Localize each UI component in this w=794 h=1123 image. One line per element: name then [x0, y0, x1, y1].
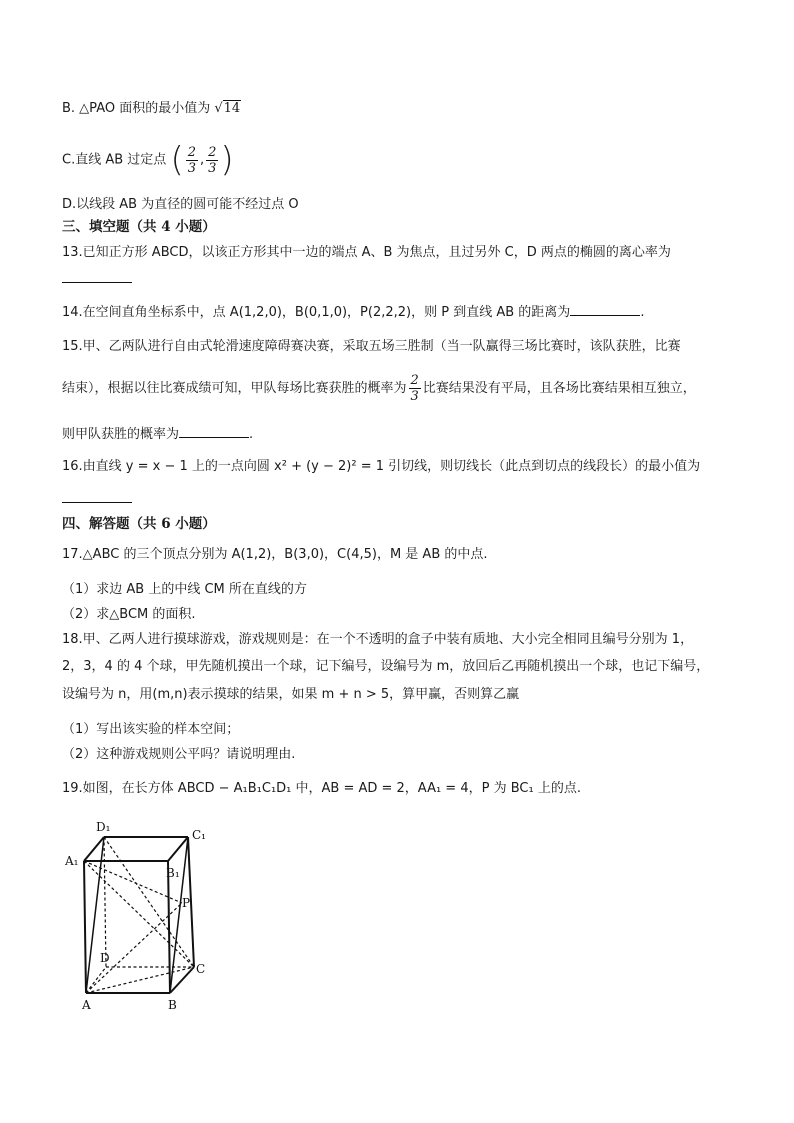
- frac-denominator: 3: [187, 160, 196, 176]
- edge-d1-d: [104, 837, 106, 967]
- question-14-text: 14.在空间直角坐标系中，点 A(1,2,0)，B(0,1,0)，P(2,2,2)，则 P 到直线 AB 的距离为: [62, 305, 571, 320]
- answer-blank-15: [179, 425, 249, 438]
- question-15-line-2: [62, 372, 696, 406]
- left-paren: (: [170, 140, 184, 180]
- question-18-part-2: （2）这种游戏规则公平吗？请说明理由.: [62, 747, 296, 762]
- option-c: [62, 140, 234, 180]
- label-a: A: [82, 998, 91, 1012]
- label-b1: B₁: [166, 866, 180, 880]
- question-19: 19.如图，在长方体 ABCD − A₁B₁C₁D₁ 中，AB = AD = 2，AA₁ = 4，P 为 BC₁ 上的点.: [62, 781, 581, 796]
- line-a-p: [86, 903, 182, 993]
- option-b: [62, 100, 241, 118]
- fraction: [409, 373, 421, 404]
- cuboid-figure: [62, 815, 222, 1015]
- frac-numerator: 2: [208, 144, 217, 160]
- question-15-text: 比赛结果没有平局，且各场比赛结果相互独立，: [422, 381, 696, 396]
- label-b: B: [168, 998, 177, 1012]
- diagonal-a-c: [86, 967, 194, 993]
- question-17-part-1: （1）求边 AB 上的中线 CM 所在直线的方: [62, 582, 307, 597]
- question-15-line-1: 15.甲、乙两队进行自由式轮滑速度障碍赛决赛，采取五场三胜制（当一队赢得三场比赛时，该队获胜，比赛: [62, 339, 681, 354]
- question-15-line-3: [62, 425, 253, 444]
- question-13: 13.已知正方形 ABCD，以该正方形其中一边的端点 A、B 为焦点，且过另外 C，D 两点的椭圆的离心率为: [62, 245, 671, 260]
- answer-blank-16: [62, 490, 132, 509]
- sqrt-expression: √14: [214, 101, 241, 116]
- question-18-line-1: 18.甲、乙两人进行摸球游戏，游戏规则是：在一个不透明的盒子中装有质地、大小完全相同且编号分别为 1，: [62, 632, 694, 647]
- question-18-part-1: （1）写出该实验的样本空间；: [62, 722, 240, 737]
- label-p: P: [182, 896, 191, 910]
- label-a1: A₁: [65, 854, 79, 868]
- comma: ,: [199, 152, 205, 168]
- section-heading-fill-in: 三、填空题（共 4 小题）: [62, 219, 216, 235]
- option-b-text: B. △PAO 面积的最小值为: [62, 101, 211, 116]
- line-b-c1: [170, 837, 191, 993]
- period: .: [640, 305, 645, 320]
- question-17-part-2: （2）求△BCM 的面积.: [62, 607, 196, 622]
- edge-a1-a: [84, 861, 86, 993]
- edge-b-c: [170, 967, 194, 993]
- question-17: 17.△ABC 的三个顶点分别为 A(1,2)，B(3,0)，C(4,5)，M 是 AB 的中点.: [62, 547, 488, 562]
- label-c: C: [196, 962, 206, 976]
- frac-numerator: 2: [410, 373, 419, 388]
- frac-denominator: 3: [208, 160, 217, 176]
- label-c1: C₁: [192, 828, 206, 842]
- question-15-text: 结束），根据以往比赛成绩可知，甲队每场比赛获胜的概率为: [62, 381, 407, 396]
- sqrt-radicand: 14: [223, 101, 241, 116]
- question-16: 16.由直线 y = x − 1 上的一点向圆 x² + (y − 2)² = 1 引切线，则切线长（此点到切点的线段长）的最小值为: [62, 459, 701, 474]
- label-d: D: [100, 951, 110, 965]
- answer-blank-13: [62, 270, 132, 289]
- question-14: [62, 303, 644, 322]
- right-paren: ): [220, 140, 234, 180]
- section-heading-answers: 四、解答题（共 6 小题）: [62, 516, 216, 532]
- period: .: [249, 427, 254, 442]
- fraction: [206, 145, 218, 176]
- cuboid-solid-edges: [84, 837, 194, 993]
- answer-blank-14: [570, 303, 640, 316]
- frac-denominator: 3: [410, 389, 419, 404]
- option-c-text: C.直线 AB 过定点: [62, 152, 167, 168]
- frac-numerator: 2: [187, 144, 196, 160]
- question-18-line-3: 设编号为 n，用(m,n)表示摸球的结果，如果 m + n > 5，算甲赢，否则算乙赢: [62, 687, 520, 702]
- option-d: D.以线段 AB 为直径的圆可能不经过点 O: [62, 197, 299, 212]
- label-d1: D₁: [96, 820, 111, 834]
- question-18-line-2: 2，3，4 的 4 个球，甲先随机摸出一个球，记下编号，设编号为 m，放回后乙再随机摸出一个球，也记下编号，: [62, 659, 710, 674]
- question-15-text: 则甲队获胜的概率为: [62, 427, 180, 442]
- fraction: [186, 145, 198, 176]
